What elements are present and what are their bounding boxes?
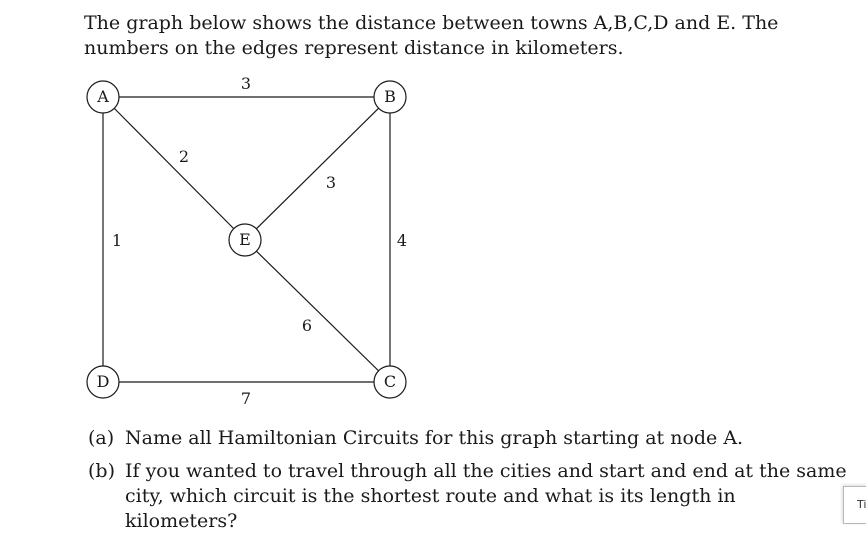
corner-popup-text: Ti — [857, 498, 866, 511]
edge-e-c — [245, 240, 390, 382]
weight-a-e: 2 — [178, 147, 190, 166]
weight-a-b: 3 — [240, 74, 252, 93]
node-e — [229, 224, 261, 256]
question-a — [88, 426, 848, 451]
node-b-label: B — [384, 87, 396, 106]
question-b — [88, 459, 848, 534]
question-b-text: If you wanted to travel through all the cities and start and end at the same city, which circuit is the shortest route and what is its length in kilometers? — [125, 460, 847, 532]
weight-b-c: 4 — [396, 231, 408, 250]
weight-a-d: 1 — [111, 231, 123, 250]
edge-b-e — [245, 97, 390, 240]
edge-a-e — [103, 97, 245, 240]
node-c — [374, 366, 406, 398]
node-d — [87, 366, 119, 398]
question-a-label: (a) — [88, 427, 115, 449]
node-e-label: E — [239, 230, 251, 249]
node-b — [374, 81, 406, 113]
node-c-label: C — [383, 372, 397, 391]
weight-e-c: 6 — [301, 316, 313, 335]
question-a-text: Name all Hamiltonian Circuits for this graph starting at node A. — [125, 427, 744, 449]
node-a — [87, 81, 119, 113]
weight-b-e: 3 — [325, 173, 337, 192]
node-a-label: A — [97, 87, 109, 106]
corner-popup-tab[interactable] — [843, 486, 866, 524]
weight-d-c: 7 — [240, 389, 252, 408]
question-b-label: (b) — [88, 460, 115, 482]
node-d-label: D — [96, 372, 110, 391]
intro-text: The graph below shows the distance between towns A,B,C,D and E. The numbers on the edges represent distance in kilometers. — [84, 12, 779, 59]
